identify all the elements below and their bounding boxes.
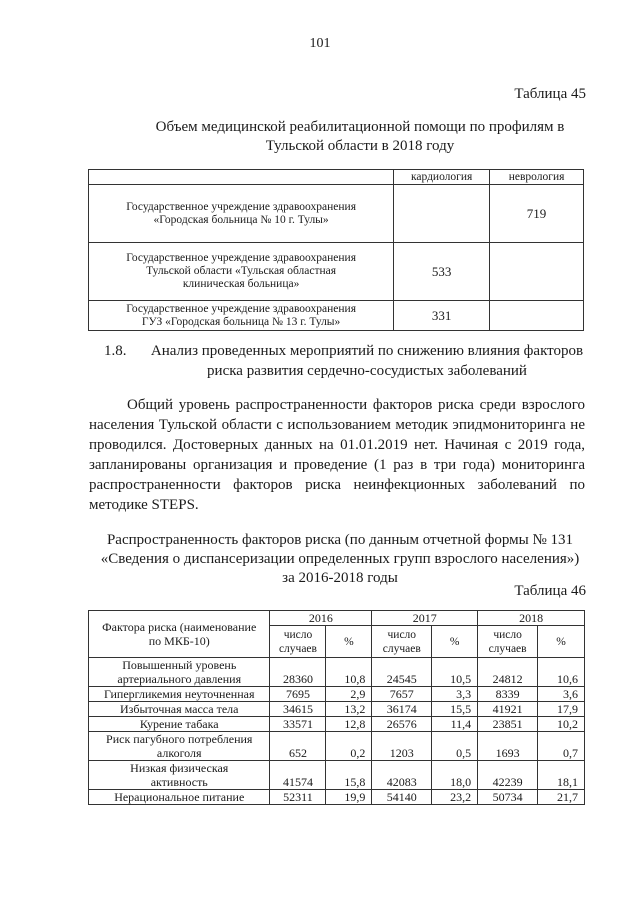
- cardiology-cell: [394, 185, 490, 243]
- table-header-row: [89, 611, 585, 626]
- institution-cell: [89, 185, 394, 243]
- percent-cell: 2,9: [326, 687, 372, 702]
- institution-cell: [89, 301, 394, 331]
- paragraph-line: проводился. Достоверных данных на 01.01.2019 нет. Начиная с 2019 года,: [89, 437, 585, 453]
- table-46-label: Таблица 46: [514, 583, 586, 599]
- count-cell: 33571: [270, 717, 326, 732]
- factor-header-line: Фактора риска (наименование: [102, 620, 257, 634]
- count-header: число случаев: [270, 626, 326, 658]
- section-title: [134, 341, 600, 381]
- percent-cell: 18,0: [432, 761, 478, 790]
- percent-cell: 21,7: [538, 790, 585, 805]
- year-header: 2017: [372, 611, 478, 626]
- percent-cell: 18,1: [538, 761, 585, 790]
- table-header-row: [89, 170, 584, 185]
- paragraph-line: распространенности факторов риска неинфекционных заболеваний по: [89, 477, 585, 493]
- table-row: [89, 301, 584, 331]
- factor-cell: [89, 687, 270, 702]
- count-cell: 54140: [372, 790, 432, 805]
- percent-header: %: [326, 626, 372, 658]
- table-45: [88, 169, 584, 331]
- header-cell: неврология: [490, 170, 584, 185]
- caption-line: Тульской области в 2018 году: [265, 138, 455, 154]
- factor-line: активность: [150, 775, 208, 789]
- factor-line: Избыточная масса тела: [119, 702, 239, 716]
- table-row: [89, 717, 585, 732]
- factor-line: Повышенный уровень: [122, 658, 237, 672]
- factor-cell: [89, 717, 270, 732]
- percent-cell: 0,7: [538, 732, 585, 761]
- caption-line: за 2016-2018 годы: [282, 570, 398, 586]
- section-title-line: Анализ проведенных мероприятий по снижению влияния факторов: [150, 343, 584, 359]
- count-header: число случаев: [372, 626, 432, 658]
- percent-cell: 10,8: [326, 658, 372, 687]
- section-title-line: риска развития сердечно-сосудистых заболеваний: [207, 363, 527, 379]
- count-cell: 36174: [372, 702, 432, 717]
- percent-cell: 15,8: [326, 761, 372, 790]
- institution-line: Государственное учреждение здравоохранения: [126, 302, 356, 315]
- table-row: [89, 790, 585, 805]
- factor-line: Нерациональное питание: [114, 790, 245, 804]
- percent-cell: 17,9: [538, 702, 585, 717]
- factor-cell: [89, 790, 270, 805]
- count-cell: 42239: [478, 761, 538, 790]
- percent-cell: 15,5: [432, 702, 478, 717]
- body-paragraph: [89, 395, 585, 515]
- header-cell: [89, 170, 394, 185]
- header-cell: кардиология: [394, 170, 490, 185]
- paragraph-line: населения Тульской области с использованием методик эпидмониторинга не: [89, 417, 585, 433]
- count-cell: 26576: [372, 717, 432, 732]
- table-row: [89, 243, 584, 301]
- factor-line: Гипергликемия неуточненная: [104, 687, 255, 701]
- table-row: [89, 658, 585, 687]
- cardiology-cell: 331: [394, 301, 490, 331]
- percent-cell: 10,2: [538, 717, 585, 732]
- factor-line: Риск пагубного потребления: [106, 732, 253, 746]
- factor-line: артериального давления: [117, 672, 242, 686]
- page-number: 101: [309, 36, 331, 51]
- table-45-caption: [100, 118, 620, 156]
- factor-header: [89, 611, 270, 658]
- table-row: [89, 702, 585, 717]
- institution-line: Государственное учреждение здравоохранения: [126, 200, 356, 213]
- table-row: [89, 761, 585, 790]
- count-cell: 24545: [372, 658, 432, 687]
- count-cell: 7695: [270, 687, 326, 702]
- neurology-cell: 719: [490, 185, 584, 243]
- factor-line: алкоголя: [156, 746, 202, 760]
- count-cell: 41574: [270, 761, 326, 790]
- caption-line: «Сведения о диспансеризации определенных групп взрослого населения»): [100, 551, 580, 567]
- caption-line: Распространенность факторов риска (по данным отчетной формы № 131: [106, 532, 574, 548]
- percent-cell: 3,3: [432, 687, 478, 702]
- count-cell: 41921: [478, 702, 538, 717]
- year-header: 2018: [478, 611, 585, 626]
- percent-cell: 19,9: [326, 790, 372, 805]
- table-row: [89, 732, 585, 761]
- institution-line: ГУЗ «Городская больница № 13 г. Тулы»: [141, 315, 341, 328]
- institution-line: «Городская больница № 10 г. Тулы»: [153, 213, 329, 226]
- count-cell: 34615: [270, 702, 326, 717]
- paragraph-line: методике STEPS.: [89, 497, 199, 513]
- percent-cell: 0,5: [432, 732, 478, 761]
- percent-header: %: [538, 626, 585, 658]
- factor-header-line: по МКБ-10): [148, 634, 210, 648]
- year-header: 2016: [270, 611, 372, 626]
- neurology-cell: [490, 243, 584, 301]
- percent-cell: 13,2: [326, 702, 372, 717]
- factor-cell: [89, 658, 270, 687]
- institution-cell: [89, 243, 394, 301]
- percent-header: %: [432, 626, 478, 658]
- percent-cell: 3,6: [538, 687, 585, 702]
- factor-cell: [89, 732, 270, 761]
- percent-cell: 10,5: [432, 658, 478, 687]
- institution-line: клиническая больница»: [182, 278, 300, 290]
- neurology-cell: [490, 301, 584, 331]
- count-cell: 52311: [270, 790, 326, 805]
- institution-line: Тульской области «Тульская областная: [146, 265, 337, 277]
- percent-cell: 23,2: [432, 790, 478, 805]
- percent-cell: 0,2: [326, 732, 372, 761]
- count-cell: 23851: [478, 717, 538, 732]
- percent-cell: 10,6: [538, 658, 585, 687]
- count-cell: 652: [270, 732, 326, 761]
- table-45-label: Таблица 45: [514, 86, 586, 102]
- institution-line: Государственное учреждение здравоохранения: [126, 252, 356, 264]
- paragraph-line: запланированы организация и проведение (1 раз в три года) мониторинга: [89, 457, 585, 473]
- factor-cell: [89, 702, 270, 717]
- table-row: [89, 687, 585, 702]
- table-46-caption: [60, 531, 620, 588]
- table-46: [88, 610, 585, 805]
- count-cell: 8339: [478, 687, 538, 702]
- paragraph-line: Общий уровень распространенности факторов риска среди взрослого: [127, 397, 585, 413]
- count-cell: 50734: [478, 790, 538, 805]
- table-row: [89, 185, 584, 243]
- count-cell: 1693: [478, 732, 538, 761]
- factor-line: Курение табака: [139, 717, 219, 731]
- factor-line: Низкая физическая: [130, 761, 229, 775]
- count-cell: 7657: [372, 687, 432, 702]
- count-cell: 24812: [478, 658, 538, 687]
- count-cell: 1203: [372, 732, 432, 761]
- factor-cell: [89, 761, 270, 790]
- caption-line: Объем медицинской реабилитационной помощи по профилям в: [155, 119, 565, 135]
- count-cell: 42083: [372, 761, 432, 790]
- count-cell: 28360: [270, 658, 326, 687]
- cardiology-cell: 533: [394, 243, 490, 301]
- percent-cell: 12,8: [326, 717, 372, 732]
- section-number: 1.8.: [104, 343, 127, 359]
- count-header: число случаев: [478, 626, 538, 658]
- percent-cell: 11,4: [432, 717, 478, 732]
